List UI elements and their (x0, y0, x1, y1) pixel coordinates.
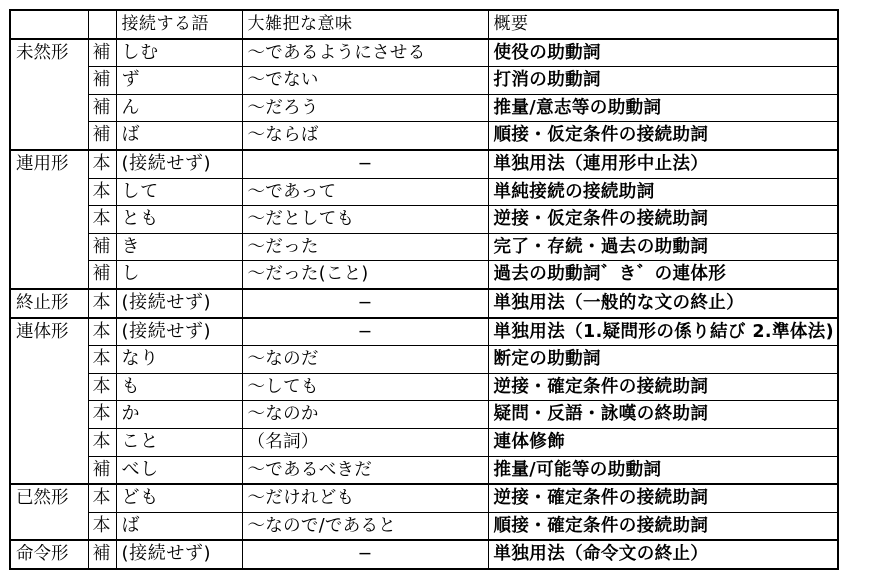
connecting-word-cell: (接続せず) (116, 150, 242, 178)
meaning-cell: 〜であって (242, 178, 488, 206)
table-row (10, 261, 838, 289)
word-type-cell: 本 (88, 428, 116, 456)
connecting-word-cell: か (116, 401, 242, 429)
meaning-cell: 〜であるようにさせる (242, 39, 488, 67)
summary-cell: 完了・存続・過去の助動詞 (488, 233, 838, 261)
word-type-cell: 本 (88, 178, 116, 206)
connecting-word-cell: (接続せず) (116, 540, 242, 569)
word-type-cell: 補 (88, 261, 116, 289)
table-row (10, 401, 838, 429)
word-type-cell: 補 (88, 540, 116, 569)
summary-cell: 単独用法（一般的な文の終止） (488, 289, 838, 318)
conjugation-form-cell: 連体形 (10, 318, 88, 485)
table-row (10, 540, 838, 569)
summary-cell: 疑問・反語・詠嘆の終助詞 (488, 401, 838, 429)
table-row (10, 39, 838, 67)
summary-cell: 単独用法（1.疑問形の係り結び 2.準体法) (488, 318, 838, 346)
conjugation-form-cell: 未然形 (10, 39, 88, 150)
summary-cell: 逆接・確定条件の接続助詞 (488, 484, 838, 512)
connecting-word-cell: も (116, 373, 242, 401)
meaning-cell: − (242, 289, 488, 318)
connecting-word-cell: (接続せず) (116, 318, 242, 346)
table-row (10, 67, 838, 95)
summary-cell: 逆接・確定条件の接続助詞 (488, 373, 838, 401)
connecting-word-cell: (接続せず) (116, 289, 242, 318)
meaning-cell: − (242, 150, 488, 178)
table-row (10, 318, 838, 346)
header-connecting-word: 接続する語 (116, 10, 242, 39)
table-row (10, 456, 838, 484)
summary-cell: 単純接続の接続助詞 (488, 178, 838, 206)
word-type-cell: 本 (88, 206, 116, 234)
conjugation-form-cell: 已然形 (10, 484, 88, 540)
summary-cell: 推量/可能等の助動詞 (488, 456, 838, 484)
table-row (10, 233, 838, 261)
connecting-word-cell: しむ (116, 39, 242, 67)
table-row (10, 512, 838, 540)
connecting-word-cell: ども (116, 484, 242, 512)
table-row (10, 150, 838, 178)
word-type-cell: 本 (88, 484, 116, 512)
summary-cell: 打消の助動詞 (488, 67, 838, 95)
meaning-cell: 〜であるべきだ (242, 456, 488, 484)
table-row (10, 484, 838, 512)
conjugation-form-cell: 終止形 (10, 289, 88, 318)
word-type-cell: 本 (88, 318, 116, 346)
meaning-cell: 〜だろう (242, 94, 488, 122)
word-type-cell: 補 (88, 67, 116, 95)
header-form (10, 10, 88, 39)
table-row (10, 122, 838, 150)
connecting-word-cell: なり (116, 346, 242, 374)
word-type-cell: 本 (88, 150, 116, 178)
summary-cell: 断定の助動詞 (488, 346, 838, 374)
summary-cell: 順接・仮定条件の接続助詞 (488, 122, 838, 150)
summary-cell: 連体修飾 (488, 428, 838, 456)
connecting-word-cell: ば (116, 512, 242, 540)
header-row (10, 10, 838, 39)
table-row (10, 373, 838, 401)
header-summary: 概要 (488, 10, 838, 39)
connecting-word-cell: とも (116, 206, 242, 234)
meaning-cell: 〜なので/であると (242, 512, 488, 540)
connecting-word-cell: して (116, 178, 242, 206)
connecting-word-cell: べし (116, 456, 242, 484)
word-type-cell: 本 (88, 373, 116, 401)
table-row (10, 94, 838, 122)
meaning-cell: 〜でない (242, 67, 488, 95)
connecting-word-cell: ず (116, 67, 242, 95)
connecting-word-cell: し (116, 261, 242, 289)
conjugation-form-cell: 命令形 (10, 540, 88, 569)
meaning-cell: （名詞） (242, 428, 488, 456)
word-type-cell: 補 (88, 122, 116, 150)
meaning-cell: 〜ならば (242, 122, 488, 150)
conjugation-table-sheet (9, 9, 839, 570)
word-type-cell: 本 (88, 346, 116, 374)
summary-cell: 過去の助動詞゛き゛の連体形 (488, 261, 838, 289)
word-type-cell: 補 (88, 456, 116, 484)
meaning-cell: 〜だけれども (242, 484, 488, 512)
conjugation-form-cell: 連用形 (10, 150, 88, 289)
connecting-word-cell: ん (116, 94, 242, 122)
meaning-cell: 〜だった (242, 233, 488, 261)
summary-cell: 順接・確定条件の接続助詞 (488, 512, 838, 540)
table-row (10, 178, 838, 206)
meaning-cell: 〜なのだ (242, 346, 488, 374)
summary-cell: 単独用法（命令文の終止） (488, 540, 838, 569)
word-type-cell: 補 (88, 233, 116, 261)
summary-cell: 逆接・仮定条件の接続助詞 (488, 206, 838, 234)
meaning-cell: 〜しても (242, 373, 488, 401)
word-type-cell: 補 (88, 39, 116, 67)
table-row (10, 206, 838, 234)
table-row (10, 346, 838, 374)
word-type-cell: 本 (88, 289, 116, 318)
header-kind (88, 10, 116, 39)
meaning-cell: 〜だった(こと) (242, 261, 488, 289)
word-type-cell: 補 (88, 94, 116, 122)
word-type-cell: 本 (88, 512, 116, 540)
table-row (10, 428, 838, 456)
meaning-cell: 〜だとしても (242, 206, 488, 234)
summary-cell: 推量/意志等の助動詞 (488, 94, 838, 122)
summary-cell: 単独用法（連用形中止法） (488, 150, 838, 178)
word-type-cell: 本 (88, 401, 116, 429)
connecting-word-cell: こと (116, 428, 242, 456)
connecting-word-cell: き (116, 233, 242, 261)
meaning-cell: − (242, 318, 488, 346)
summary-cell: 使役の助動詞 (488, 39, 838, 67)
connecting-word-cell: ば (116, 122, 242, 150)
meaning-cell: − (242, 540, 488, 569)
table-row (10, 289, 838, 318)
header-rough-meaning: 大雑把な意味 (242, 10, 488, 39)
conjugation-table (9, 9, 839, 570)
meaning-cell: 〜なのか (242, 401, 488, 429)
